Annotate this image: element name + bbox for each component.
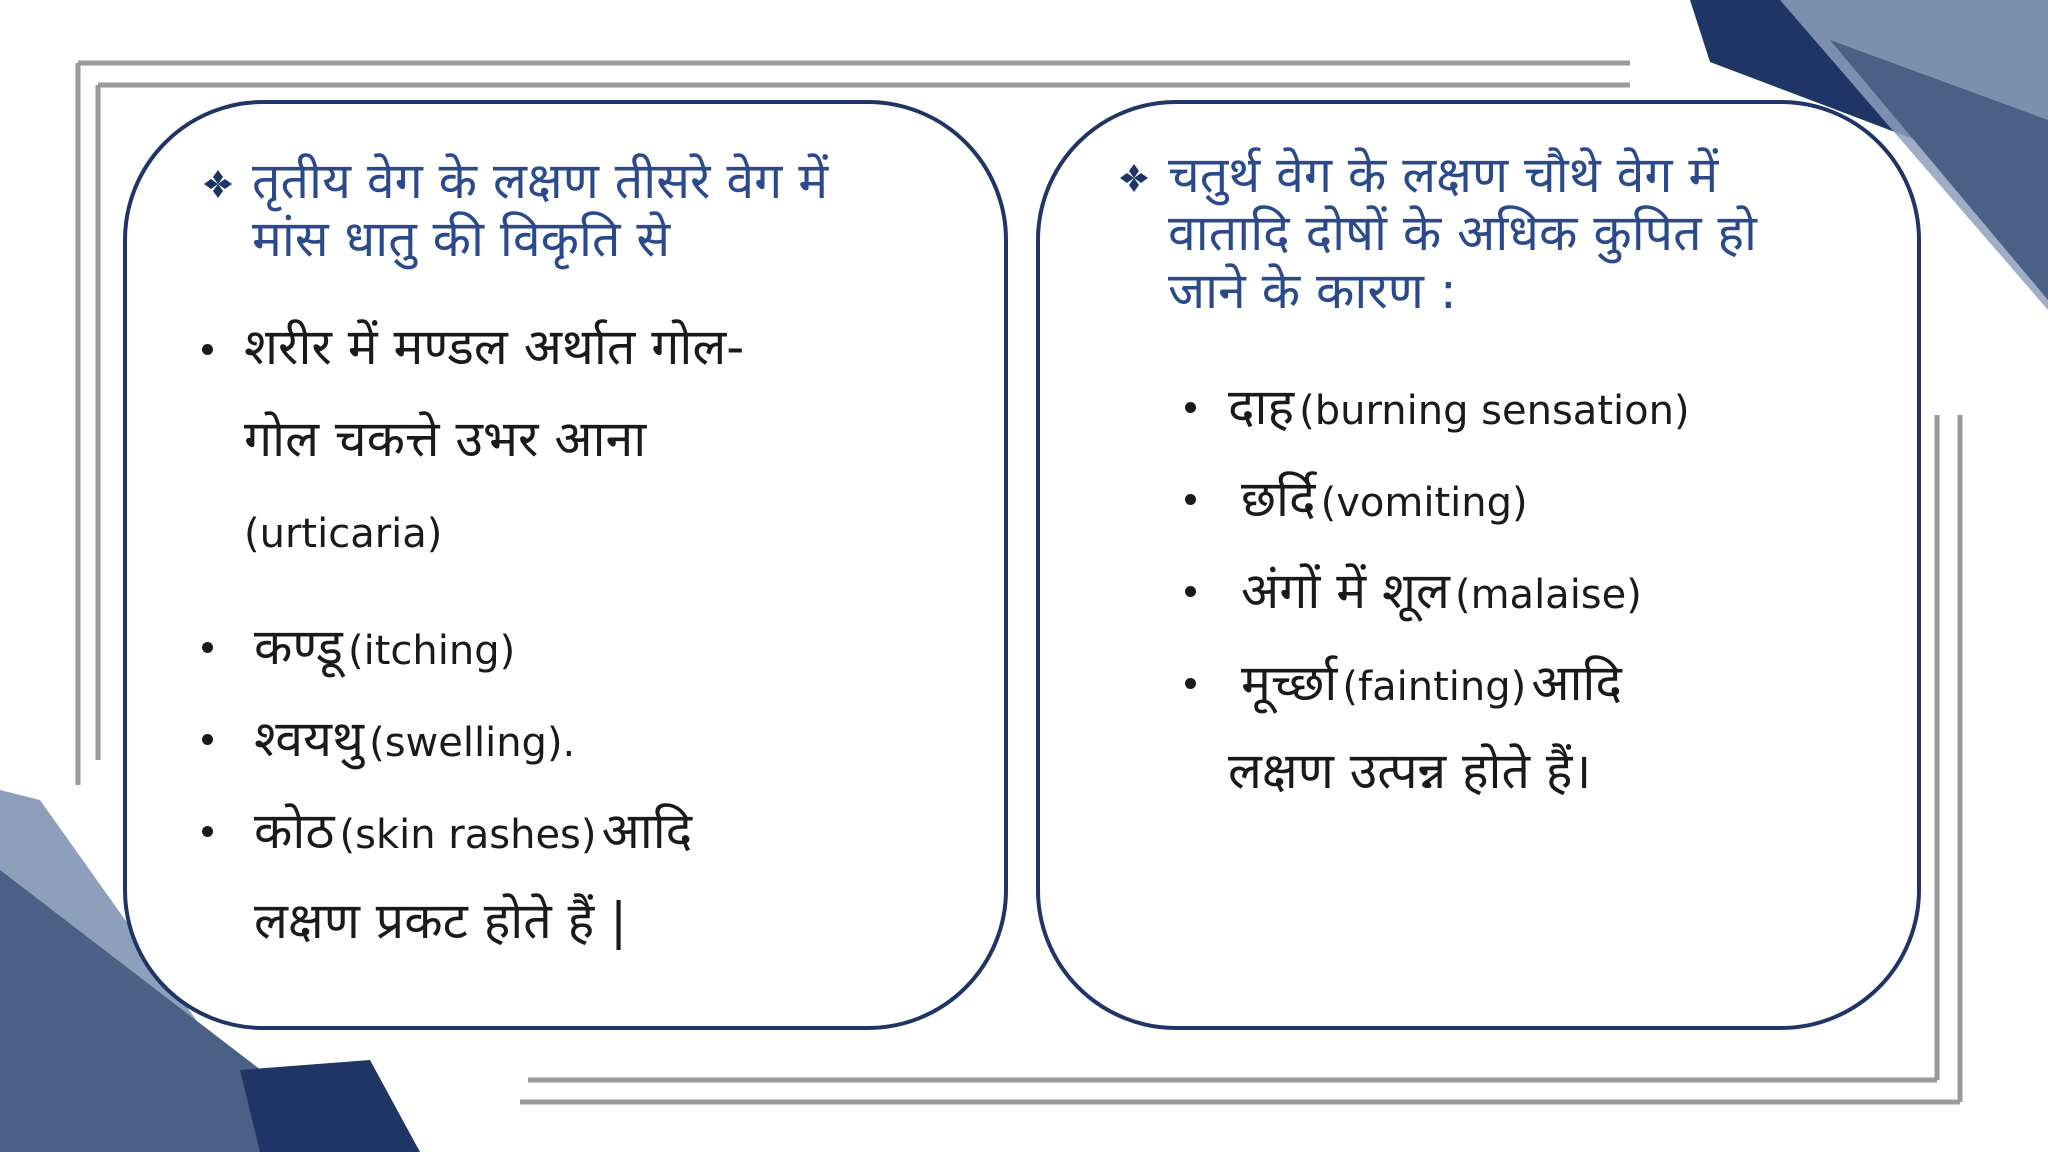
symptom-english: (burning sensation) (1299, 388, 1690, 434)
symptom-english: (swelling). (369, 720, 576, 766)
heading-line: जाने के कारण : (1168, 262, 1457, 320)
list-bullet (202, 734, 213, 745)
fourth-stage-card (1036, 100, 1921, 1030)
fourth-stage-heading (1168, 146, 1757, 320)
symptom-text: लक्षण प्रकट होते हैं | (254, 892, 627, 950)
symptom-text (254, 704, 575, 786)
symptom-text: शरीर में मण्डल अर्थात गोल- (244, 318, 745, 376)
list-bullet (1185, 494, 1196, 505)
symptom-english: (itching) (348, 628, 516, 674)
symptom-text (1241, 464, 1528, 546)
list-bullet (1185, 402, 1196, 413)
diamond-bullet-icon (198, 158, 238, 198)
heading-line: मांस धातु की विकृति से (252, 210, 671, 268)
symptom-text (254, 796, 692, 878)
corner-shape-bottom-left-dark (240, 1060, 420, 1152)
third-stage-heading (252, 152, 828, 268)
symptom-english: (urticaria) (244, 511, 443, 557)
symptom-text (254, 612, 515, 694)
symptom-text: गोल चकत्ते उभर आना (244, 410, 647, 468)
symptom-english: (malaise) (1454, 572, 1642, 618)
diamond-bullet-icon (1114, 152, 1154, 192)
symptom-english: (fainting) (1342, 664, 1527, 710)
heading-line: चतुर्थ वेग के लक्षण चौथे वेग में (1168, 146, 1719, 204)
symptom-hindi: कोठ (254, 802, 335, 860)
list-bullet (1185, 678, 1196, 689)
heading-line: तृतीय वेग के लक्षण तीसरे वेग में (252, 152, 829, 210)
symptom-english: (vomiting) (1320, 480, 1528, 526)
symptom-hindi: छर्दि (1241, 470, 1316, 528)
symptom-hindi: मूर्च्छा (1241, 654, 1338, 712)
symptom-english: (skin rashes) (339, 812, 597, 858)
heading-line: वातादि दोषों के अधिक कुपित हो (1168, 204, 1757, 262)
list-bullet (202, 344, 213, 355)
list-bullet (202, 826, 213, 837)
symptom-text (1241, 648, 1622, 730)
symptom-text (1228, 372, 1690, 454)
symptom-text (1241, 556, 1642, 638)
symptom-text: लक्षण उत्पन्न होते हैं। (1228, 742, 1592, 800)
symptom-hindi: आदि (601, 802, 693, 860)
list-bullet (1185, 586, 1196, 597)
symptom-hindi: अंगों में शूल (1241, 562, 1450, 620)
symptom-hindi: कण्डू (254, 618, 343, 676)
symptom-hindi: आदि (1531, 654, 1622, 712)
symptom-hindi: दाह (1228, 378, 1295, 436)
symptom-hindi: श्वयथु (254, 710, 364, 768)
third-stage-card (123, 100, 1008, 1030)
list-bullet (202, 642, 213, 653)
